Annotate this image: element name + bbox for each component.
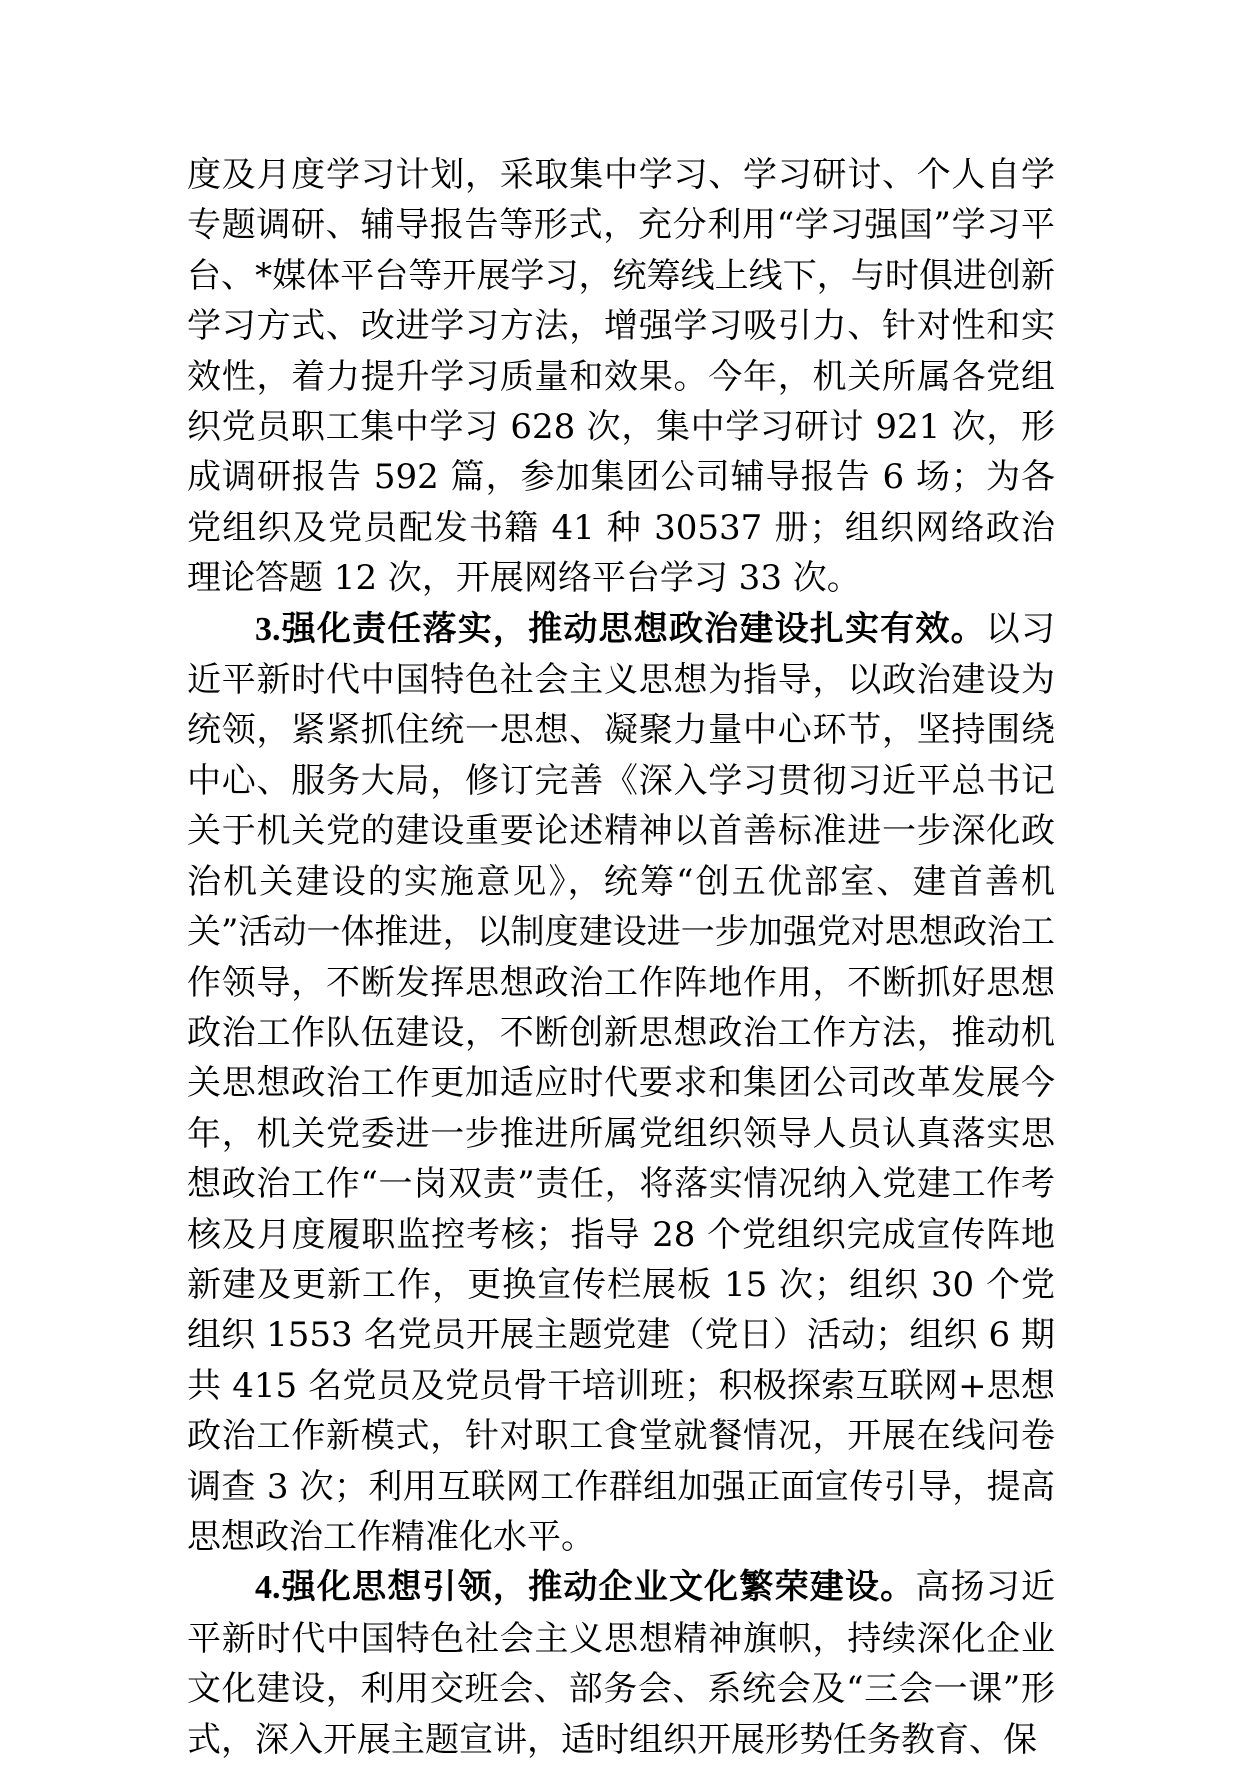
section-heading: 3.强化责任落实，推动思想政治建设扎实有效。 (255, 610, 986, 648)
paragraph-text: 高扬习近平新时代中国特色社会主义思想精神旗帜，持续深化企业文化建设，利用交班会、部务会、系统会及“三会一课”形式，深入开展主题宣讲，适时组织开展形势任务教育、保 (187, 1567, 1056, 1760)
document-body (187, 150, 1055, 1765)
paragraph-study-plan (187, 150, 1055, 604)
paragraph-text: 以习近平新时代中国特色社会主义思想为指导，以政治建设为统领，紧紧抓住统一思想、凝聚力量中心环节，坚持围绕中心、服务大局，修订完善《深入学习贯彻习近平总书记关于机关党的建设重要论述精神以首善标准进一步深化政治机关建设的实施意见》，统筹“创五优部室、建首善机关”活动一体推进，以制度建设进一步加强党对思想政治工作领导，不断发挥思想政治工作阵地作用，不断抓好思想政治工作队伍建设，不断创新思想政治工作方法，推动机关思想政治工作更加适应时代要求和集团公司改革发展今年，机关党委进一步推进所属党组织领导人员认真落实思想政治工作“一岗双责”责任，将落实情况纳入党建工作考核及月度履职监控考核；指导 28 个党组织完成宣传阵地新建及更新工作，更换宣传栏展板 15 次；组织 30 个党组织 1553 名党员开展主题党建（党日）活动；组织 6 期共 415 名党员及党员骨干培训班；积极探索互联网+思想政治工作新模式，针对职工食堂就餐情况，开展在线问卷调查 3 次；利用互联网工作群组加强正面宣传引导，提高思想政治工作精准化水平。 (187, 608, 1056, 1557)
section-heading: 4.强化思想引领，推动企业文化繁荣建设。 (255, 1569, 916, 1607)
paragraph-text: 度及月度学习计划，采取集中学习、学习研讨、个人自学专题调研、辅导报告等形式，充分利用“学习强国”学习平台、*媒体平台等开展学习，统筹线上线下，与时俱进创新学习方式、改进学习方法，增强学习吸引力、针对性和实效性，着力提升学习质量和效果。今年，机关所属各党组织党员职工集中学习 628 次，集中学习研讨 921 次，形成调研报告 592 篇，参加集团公司辅导报告 6 场；为各党组织及党员配发书籍 41 种 30537 册；组织网络政治理论答题 12 次，开展网络平台学习 33 次。 (187, 155, 1055, 599)
paragraph-culture (187, 1562, 1055, 1765)
paragraph-responsibility (187, 604, 1055, 1563)
